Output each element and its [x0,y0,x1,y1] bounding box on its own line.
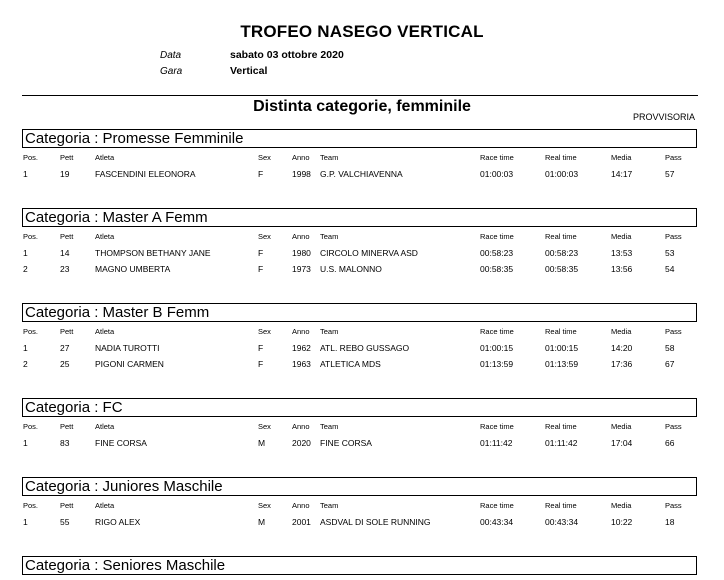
status-label: PROVVISORIA [633,112,696,122]
header-col-real-time: Real time [545,232,577,241]
cell-col-pett: 23 [60,264,70,274]
cell-col-team: FINE CORSA [320,438,372,448]
header-col-pass: Pass [665,232,682,241]
cell-col-pos: 1 [23,169,28,179]
cell-col-real-time: 01:11:42 [545,438,578,448]
document-title: TROFEO NASEGO VERTICAL [240,22,484,41]
header-col-athlete: Atleta [95,153,115,162]
cell-col-sex: F [258,169,264,179]
header-col-pos: Pos. [23,501,39,510]
cell-col-race-time: 01:11:42 [480,438,513,448]
header-col-race-time: Race time [480,153,514,162]
cell-col-pos: 1 [23,248,28,258]
cell-col-pett: 19 [60,169,70,179]
cell-col-sex: M [258,517,266,527]
header-col-pos: Pos. [23,327,39,336]
cell-col-race-time: 01:13:59 [480,359,514,369]
cell-col-pos: 2 [23,359,28,369]
header-col-athlete: Atleta [95,501,115,510]
cell-col-average: 14:17 [611,169,633,179]
header-col-pos: Pos. [23,232,39,241]
cell-col-year: 1980 [292,248,311,258]
cell-col-athlete: FINE CORSA [95,438,147,448]
cell-col-sex: F [258,343,264,353]
header-col-average: Media [611,501,632,510]
header-col-pos: Pos. [23,153,39,162]
cell-col-race-time: 01:00:15 [480,343,514,353]
header-col-team: Team [320,232,339,241]
header-col-year: Anno [292,153,310,162]
header-col-sex: Sex [258,153,271,162]
header-col-team: Team [320,327,339,336]
header-col-real-time: Real time [545,422,577,431]
header-col-pett: Pett [60,501,74,510]
header-col-sex: Sex [258,232,271,241]
cell-col-year: 1963 [292,359,311,369]
header-col-pass: Pass [665,501,682,510]
header-col-pett: Pett [60,422,74,431]
cell-col-average: 13:56 [611,264,633,274]
cell-col-average: 14:20 [611,343,633,353]
header-col-average: Media [611,422,632,431]
header-col-pass: Pass [665,153,682,162]
cell-col-race-time: 01:00:03 [480,169,514,179]
cell-col-pass: 67 [665,359,675,369]
cell-col-average: 10:22 [611,517,633,527]
cell-col-sex: F [258,359,264,369]
header-col-average: Media [611,153,632,162]
header-col-real-time: Real time [545,153,577,162]
cell-col-real-time: 00:58:35 [545,264,579,274]
header-col-pett: Pett [60,327,74,336]
cell-col-race-time: 00:58:35 [480,264,514,274]
cell-col-race-time: 00:43:34 [480,517,514,527]
category-header: Categoria : Seniores Maschile [22,556,697,575]
cell-col-pos: 2 [23,264,28,274]
header-col-pos: Pos. [23,422,39,431]
header-col-year: Anno [292,422,310,431]
cell-col-pett: 27 [60,343,70,353]
header-col-team: Team [320,501,339,510]
cell-col-pass: 57 [665,169,675,179]
cell-col-real-time: 01:00:03 [545,169,579,179]
cell-col-real-time: 01:00:15 [545,343,579,353]
cell-col-team: G.P. VALCHIAVENNA [320,169,403,179]
cell-col-average: 13:53 [611,248,633,258]
header-col-year: Anno [292,327,310,336]
header-divider [22,95,698,96]
category-header: Categoria : Promesse Femminile [22,129,697,148]
cell-col-real-time: 00:58:23 [545,248,579,258]
cell-col-team: ATL. REBO GUSSAGO [320,343,410,353]
header-col-race-time: Race time [480,232,514,241]
cell-col-year: 2020 [292,438,311,448]
cell-col-athlete: RIGO ALEX [95,517,141,527]
race-value: Vertical [230,65,268,77]
header-col-race-time: Race time [480,422,514,431]
cell-col-pett: 55 [60,517,70,527]
header-col-race-time: Race time [480,501,514,510]
header-col-team: Team [320,153,339,162]
category-header: Categoria : FC [22,398,697,417]
report-subtitle: Distinta categorie, femminile [253,98,471,115]
cell-col-team: ASDVAL DI SOLE RUNNING [320,517,431,527]
header-col-sex: Sex [258,327,271,336]
cell-col-year: 1962 [292,343,311,353]
cell-col-pos: 1 [23,438,28,448]
category-header: Categoria : Master A Femm [22,208,697,227]
date-label: Data [160,50,182,61]
cell-col-pett: 25 [60,359,70,369]
cell-col-pass: 54 [665,264,675,274]
category-header: Categoria : Master B Femm [22,303,697,322]
header-col-race-time: Race time [480,327,514,336]
header-col-athlete: Atleta [95,327,115,336]
cell-col-real-time: 00:43:34 [545,517,579,527]
cell-col-average: 17:36 [611,359,633,369]
cell-col-athlete: MAGNO UMBERTA [95,264,171,274]
header-col-average: Media [611,232,632,241]
race-label: Gara [160,66,183,77]
cell-col-pos: 1 [23,343,28,353]
cell-col-sex: F [258,248,264,258]
cell-col-race-time: 00:58:23 [480,248,514,258]
cell-col-average: 17:04 [611,438,633,448]
header-col-year: Anno [292,501,310,510]
cell-col-team: CIRCOLO MINERVA ASD [320,248,418,258]
cell-col-sex: F [258,264,264,274]
header-col-pett: Pett [60,232,74,241]
cell-col-athlete: NADIA TUROTTI [95,343,160,353]
header-col-team: Team [320,422,339,431]
cell-col-pett: 14 [60,248,70,258]
date-value: sabato 03 ottobre 2020 [230,49,344,61]
cell-col-athlete: PIGONI CARMEN [95,359,164,369]
cell-col-pett: 83 [60,438,70,448]
header-col-average: Media [611,327,632,336]
category-header: Categoria : Juniores Maschile [22,477,697,496]
cell-col-pass: 18 [665,517,675,527]
cell-col-athlete: THOMPSON BETHANY JANE [95,248,211,258]
header-col-athlete: Atleta [95,232,115,241]
header-col-pass: Pass [665,422,682,431]
cell-col-team: U.S. MALONNO [320,264,382,274]
header-col-year: Anno [292,232,310,241]
cell-col-pos: 1 [23,517,28,527]
cell-col-pass: 66 [665,438,675,448]
cell-col-pass: 58 [665,343,675,353]
header-col-pett: Pett [60,153,74,162]
cell-col-team: ATLETICA MDS [320,359,381,369]
cell-col-year: 1973 [292,264,311,274]
cell-col-year: 1998 [292,169,311,179]
cell-col-pass: 53 [665,248,675,258]
header-col-real-time: Real time [545,327,577,336]
cell-col-athlete: FASCENDINI ELEONORA [95,169,196,179]
header-col-athlete: Atleta [95,422,115,431]
header-col-real-time: Real time [545,501,577,510]
header-col-sex: Sex [258,422,271,431]
cell-col-year: 2001 [292,517,311,527]
header-col-sex: Sex [258,501,271,510]
cell-col-real-time: 01:13:59 [545,359,579,369]
cell-col-sex: M [258,438,266,448]
header-col-pass: Pass [665,327,682,336]
